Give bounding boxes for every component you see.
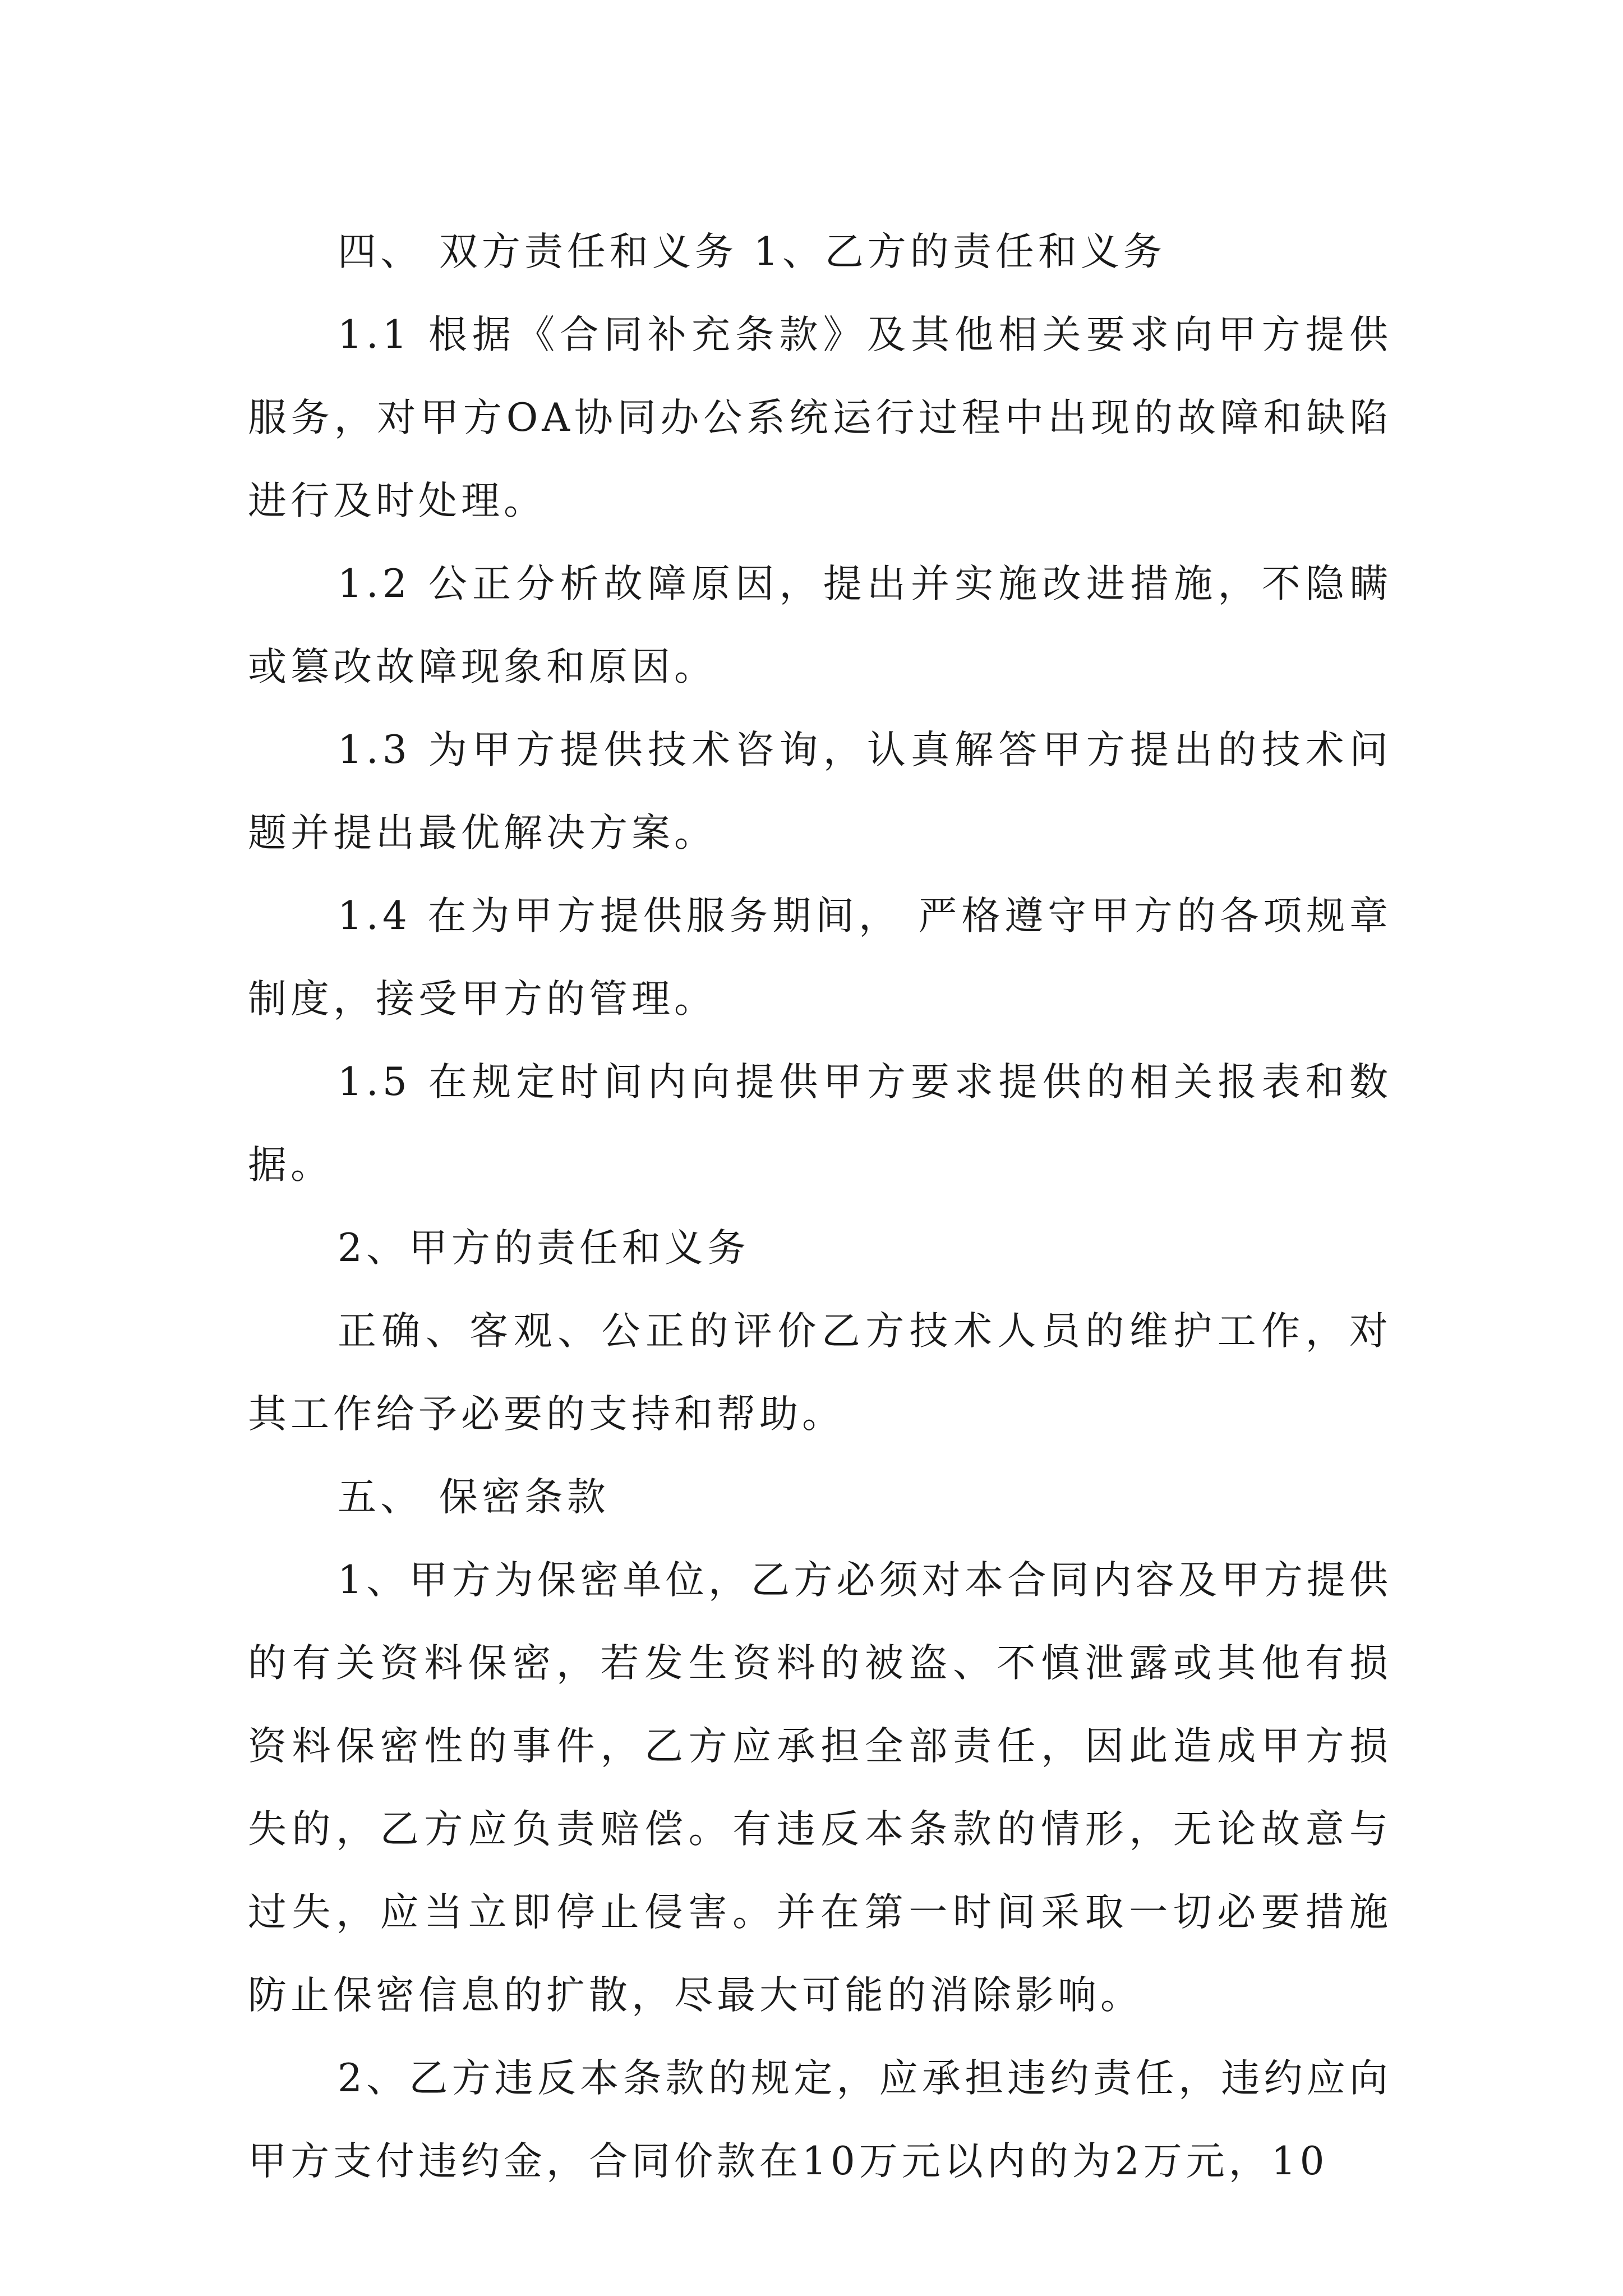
clause-1-1: 1.1 根据《合同补充条款》及其他相关要求向甲方提供服务，对甲方OA协同办公系统运行过程中出现的故障和缺陷进行及时处理。 bbox=[248, 312, 1392, 523]
section-four-heading: 四、 双方责任和义务 1、乙方的责任和义务 bbox=[338, 229, 1166, 274]
party-a-duties-heading: 2、甲方的责任和义务 bbox=[338, 1226, 750, 1271]
clause-1-2: 1.2 公正分析故障原因，提出并实施改进措施，不隐瞒或篡改故障现象和原因。 bbox=[248, 562, 1392, 689]
confidentiality-clause-2: 2、乙方违反本条款的规定，应承担违约责任，违约应向甲方支付违约金，合同价款在10万元以内的为2万元，10 bbox=[248, 2056, 1392, 2184]
section-five-heading: 五、 保密条款 bbox=[338, 1475, 610, 1520]
confidentiality-clause-1: 1、甲方为保密单位，乙方必须对本合同内容及甲方提供的有关资料保密，若发生资料的被盗、不慎泄露或其他有损资料保密性的事件，乙方应承担全部责任，因此造成甲方损失的，乙方应负责赔偿。有违反本条款的情形，无论故意与过失，应当立即停止侵害。并在第一时间采取一切必要措施防止保密信息的扩散，尽最大可能的消除影响。 bbox=[248, 1558, 1392, 2018]
document-body bbox=[248, 210, 1392, 2203]
party-a-duties-text: 正确、客观、公正的评价乙方技术人员的维护工作，对其工作给予必要的支持和帮助。 bbox=[248, 1309, 1392, 1437]
clause-1-4: 1.4 在为甲方提供服务期间， 严格遵守甲方的各项规章制度，接受甲方的管理。 bbox=[248, 894, 1392, 1022]
clause-1-3: 1.3 为甲方提供技术咨询，认真解答甲方提出的技术问题并提出最优解决方案。 bbox=[248, 728, 1392, 855]
clause-1-5: 1.5 在规定时间内向提供甲方要求提供的相关报表和数据。 bbox=[248, 1060, 1392, 1188]
